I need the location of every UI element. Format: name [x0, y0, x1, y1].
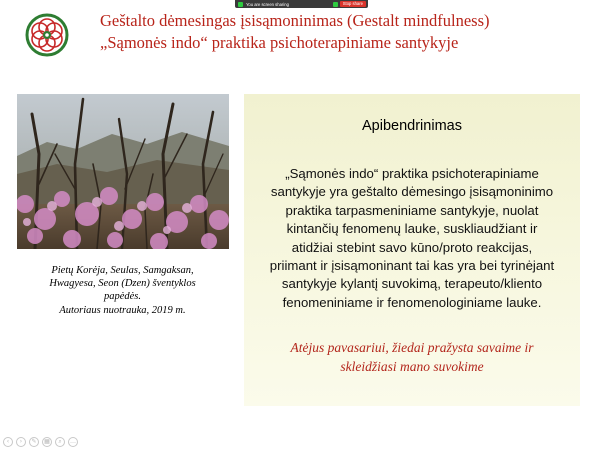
pause-share-icon[interactable] — [333, 2, 338, 7]
caption-line: Pietų Korėja, Seulas, Samgaksan, — [51, 265, 194, 276]
caption-line: papėdės. — [103, 291, 142, 303]
zoom-icon[interactable]: ⌕ — [55, 437, 65, 447]
blossom-forest-photo — [17, 94, 229, 249]
summary-panel — [244, 94, 580, 406]
mandala-logo-icon — [25, 13, 69, 57]
summary-body-line: „Sąmonės indo“ praktika psichoterapiniame — [285, 166, 539, 181]
summary-quote-line: Atėjus pavasariui, žiedai pražysta savaime ir — [290, 340, 534, 355]
screen-sharing-bar — [235, 0, 368, 8]
summary-quote-line: skleidžiasi mano suvokime — [340, 358, 484, 374]
summary-body-line: santykyje kylantį suvokimą, terapeuto/kliento — [281, 276, 543, 292]
slides-icon[interactable]: ▦ — [42, 437, 52, 447]
summary-quote — [254, 339, 570, 376]
photo-caption — [10, 264, 235, 317]
summary-body-line: praktika tarpasmeniniame santykyje, nuolat — [285, 202, 539, 218]
sharing-status-text: You are screen sharing — [246, 1, 289, 7]
slideshow-toolbar — [3, 437, 78, 447]
slide-title-line-1: Geštalto dėmesingas įsisąmoninimas (Gestalt mindfulness) — [100, 11, 490, 30]
summary-heading: Apibendrinimas — [362, 118, 462, 134]
arrow-left-icon[interactable]: ‹ — [3, 437, 13, 447]
pen-icon[interactable]: ✎ — [29, 437, 39, 447]
arrow-right-icon[interactable]: › — [16, 437, 26, 447]
caption-line: Hwagyesa, Seon (Dzen) šventyklos — [49, 278, 196, 290]
summary-body-line: santykyje yra geštalto dėmesingo įsisąmoninimo — [270, 184, 554, 200]
summary-body-line: atidžiai stebint savo kūno/proto reakcijas, — [291, 239, 533, 255]
summary-body-line: priimant ir įsisąmoninant tai kas yra bei tyrinėjant — [269, 258, 555, 274]
caption-line: Autoriaus nuotrauka, 2019 m. — [59, 304, 186, 316]
summary-body-line: fenomeniniame ir fenomenologiniame lauke. — [282, 294, 542, 310]
more-icon[interactable]: … — [70, 438, 76, 445]
slide-title-line-2: „Sąmonės indo“ praktika psichoterapiniame santykyje — [100, 33, 459, 52]
stop-share-button[interactable]: Stop share — [340, 1, 366, 7]
sharing-status-icon — [238, 2, 243, 7]
summary-body — [250, 165, 574, 312]
summary-body-line: kintančių fenomenų lauke, suskliaudžiant ir — [286, 221, 538, 237]
